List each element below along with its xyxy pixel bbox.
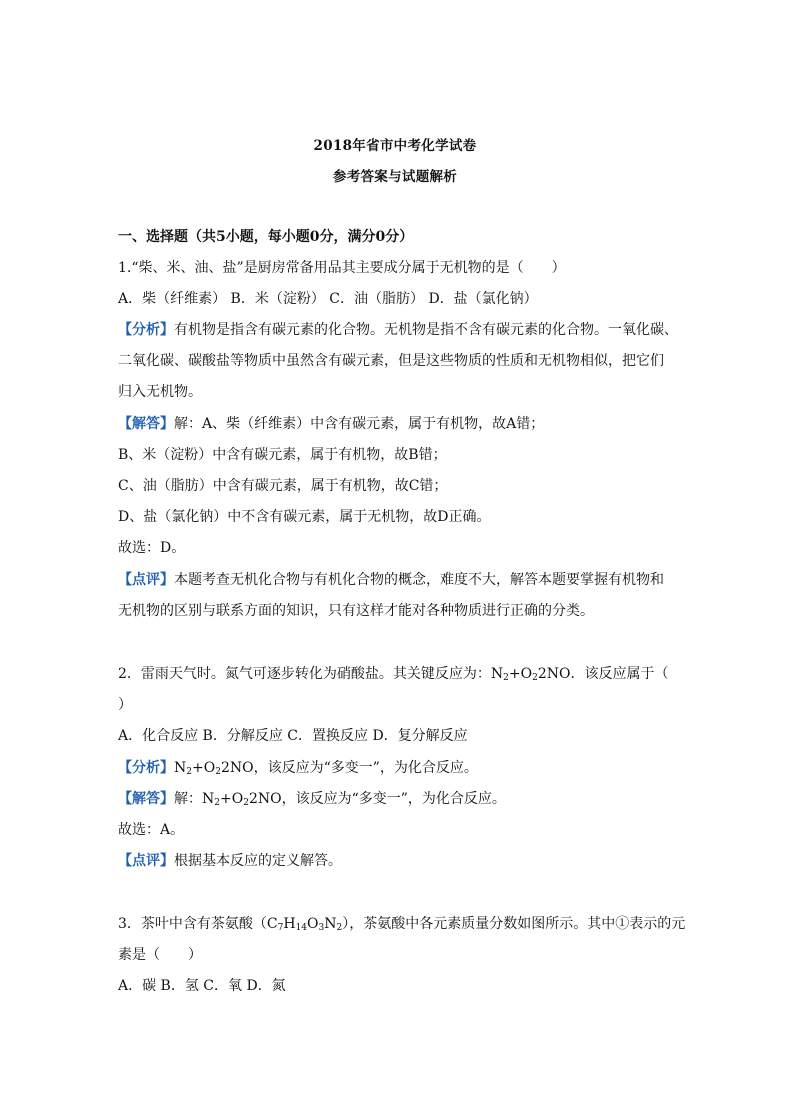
eq-tail: 2NO，该反应为“多变一”，为化合反应。 (220, 760, 478, 776)
q1-comment-text: 本题考查无机化合物与有机化合物的概念，难度不大，解答本题要掌握有机物和 (174, 572, 664, 588)
q1-answer-line-2: B、米（淀粉）中含有碳元素，属于有机物，故B错； (118, 447, 447, 463)
q1-answer-line-3: C、油（脂肪）中含有碳元素，属于有机物，故C错； (118, 478, 448, 494)
eq-o: +O (219, 791, 244, 807)
q2-stem (118, 664, 678, 684)
subscript: 2 (215, 767, 221, 777)
subscript: 7 (277, 923, 284, 933)
q3-stem-line-2: 素是（ ） (118, 947, 202, 963)
q3-stem-start: 3．茶叶中含有茶氨酸（C (118, 916, 278, 932)
q2-analysis (118, 758, 678, 778)
subscript: 3 (318, 923, 325, 933)
q1-answer-text: 解：A、柴（纤维素）中含有碳元素，属于有机物，故A错； (174, 416, 545, 432)
eq-n: N (202, 791, 215, 807)
q3-options: A．碳 B．氢 C．氧 D．氮 (118, 978, 286, 994)
section-heading: 一、选择题（共5小题，每小题0分，满分0分） (118, 229, 414, 245)
formula-h: H (283, 916, 296, 932)
q3-stem (118, 914, 686, 934)
q3-stem-end: ），茶氨酸中各元素质量分数如图所示。其中①表示的元 (342, 916, 686, 932)
q2-options: A．化合反应 B．分解反应 C．置换反应 D．复分解反应 (118, 728, 468, 744)
answer-prefix: 解： (174, 791, 202, 807)
eq-tail: 2NO，该反应为“多变一”，为化合反应。 (248, 791, 506, 807)
q2-answer (118, 789, 678, 809)
subscript: 2 (214, 798, 220, 808)
q1-analysis-line-3: 归入无机物。 (118, 384, 202, 400)
q1-choice: 故选：D。 (118, 540, 186, 556)
analysis-tag: 【分析】 (118, 760, 174, 776)
q1-comment-line-2: 无机物的区别与联系方面的知识，只有这样才能对各种物质进行正确的分类。 (118, 603, 594, 619)
comment-tag: 【点评】 (118, 853, 174, 869)
formula-n: N (324, 916, 337, 932)
q1-comment-line-1 (118, 570, 678, 590)
q2-stem-o: +O (508, 666, 533, 682)
subscript: 14 (295, 923, 308, 933)
subscript: 2 (336, 923, 343, 933)
q1-analysis-line-2: 二氧化碳、碳酸盐等物质中虽然含有碳元素，但是这些物质的性质和无机物相似，把它们 (118, 353, 664, 369)
q1-stem: 1.“柴、米、油、盐”是厨房常备用品其主要成分属于无机物的是（ ） (118, 260, 566, 276)
q2-choice: 故选：A。 (118, 822, 185, 838)
formula-o: O (307, 916, 319, 932)
subscript: 2 (243, 798, 249, 808)
q1-options: A．柴（纤维素） B．米（淀粉） C．油（脂肪） D．盐（氯化钠） (118, 291, 538, 307)
answer-tag: 【解答】 (118, 416, 174, 432)
eq-n: N (174, 760, 187, 776)
q1-answer-line-1 (118, 414, 678, 434)
q1-answer-line-4: D、盐（氯化钠）中不含有碳元素，属于无机物，故D正确。 (118, 509, 491, 525)
subscript: 2 (186, 767, 192, 777)
eq-o: +O (191, 760, 216, 776)
document-subtitle: 参考答案与试题解析 (332, 169, 458, 185)
answer-tag: 【解答】 (118, 791, 174, 807)
q2-stem-line-2: ） (118, 697, 132, 713)
q2-comment-text: 根据基本反应的定义解答。 (174, 853, 342, 869)
analysis-tag: 【分析】 (118, 322, 174, 338)
q2-stem-end: 2NO．该反应属于（ (537, 666, 669, 682)
subscript: 2 (503, 673, 509, 683)
q1-analysis-text: 有机物是指含有碳元素的化合物。无机物是指不含有碳元素的化合物。一氧化碳、 (174, 322, 678, 338)
q2-stem-start: 2．雷雨天气时。氮气可逐步转化为硝酸盐。其关键反应为：N (118, 666, 504, 682)
q2-comment (118, 851, 678, 871)
document-title: 2018年省市中考化学试卷 (313, 138, 477, 154)
q1-analysis-line-1 (118, 320, 678, 340)
subscript: 2 (532, 673, 538, 683)
comment-tag: 【点评】 (118, 572, 174, 588)
